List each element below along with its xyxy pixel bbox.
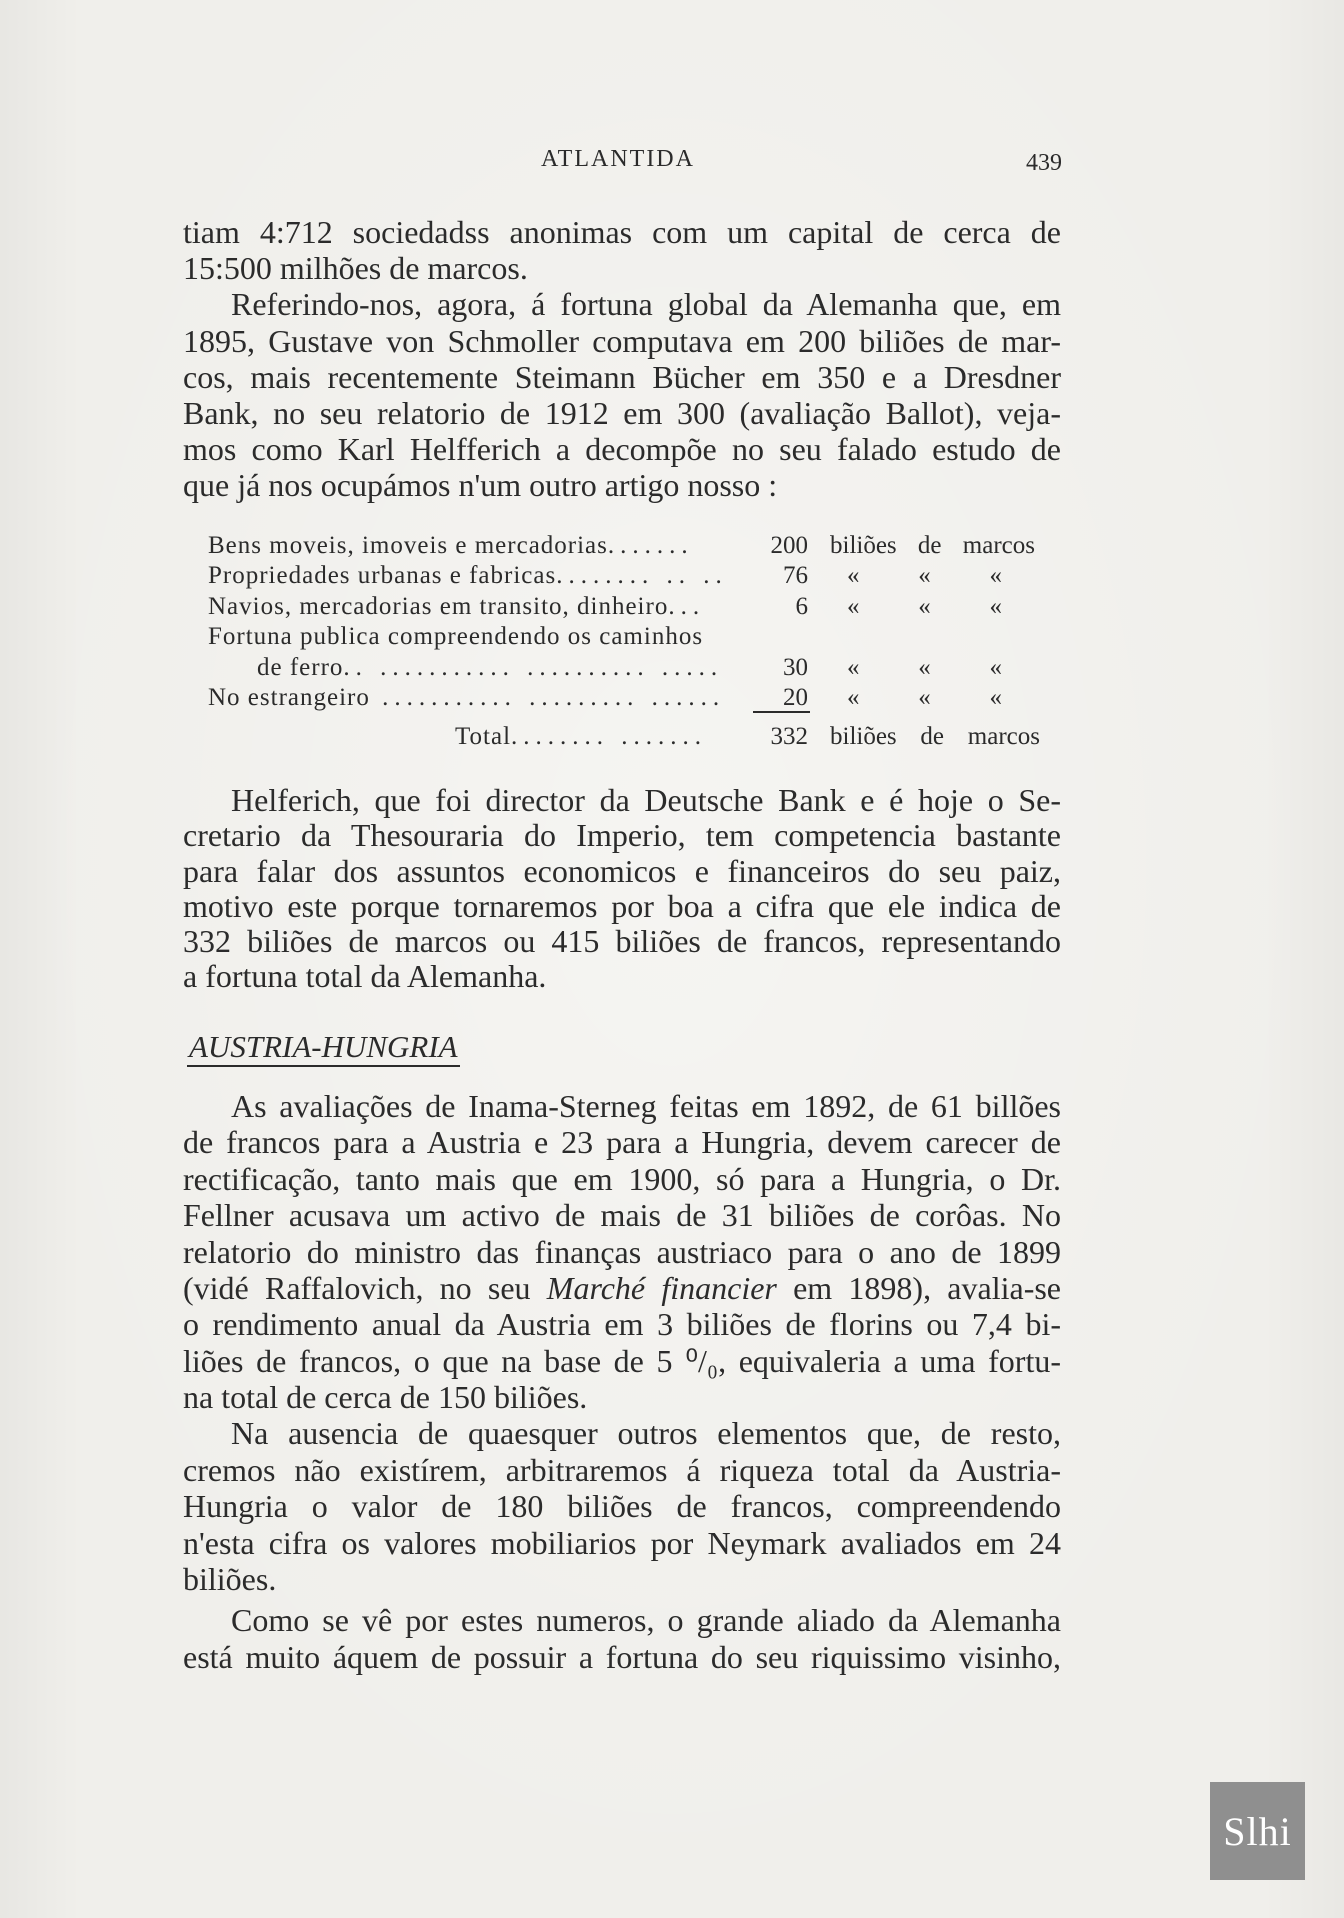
- text-line: que já nos ocupámos n'um outro artigo nosso :: [183, 467, 778, 504]
- row-label: [208, 561, 748, 591]
- paragraph: [183, 1088, 1061, 1416]
- ditto-marks: « « «: [847, 653, 1002, 681]
- row-value: 20: [783, 684, 808, 711]
- table-row: [0, 622, 1344, 652]
- row-label-text: Navios, mercadorias em transito, dinheiro: [208, 592, 669, 620]
- row-label: [208, 622, 748, 652]
- row-label-text: de ferro: [257, 653, 344, 681]
- row-label-text: Fortuna publica compreendendo os caminhos: [208, 623, 704, 651]
- row-unit: biliões de marcos: [830, 532, 1035, 559]
- paragraph: [183, 214, 1061, 286]
- section-heading: AUSTRIA-HUNGRIA: [187, 1029, 460, 1067]
- text-line: Como se vê por estes numeros, o grande aliado da Alemanha: [231, 1602, 1061, 1638]
- sum-rule: [753, 711, 810, 713]
- text-line: rectificação, tanto mais que em 1900, só para a Hungria, o Dr.: [183, 1160, 1061, 1197]
- leader-dots: .. ........... .......... .....: [343, 653, 724, 681]
- row-label: [208, 592, 748, 622]
- text-line: tiam 4:712 sociedadss anonimas com um capital de cerca de: [183, 214, 1061, 250]
- text-line: liões de francos, o que na base de 5 ⁰/₀, equivaleria a uma fortu-: [183, 1342, 1061, 1379]
- logo-text: Slhi: [1223, 1808, 1292, 1854]
- row-value: 6: [795, 592, 808, 620]
- text-line: o rendimento anual da Austria em 3 biliões de florins ou 7,4 bi-: [183, 1306, 1061, 1343]
- row-value: 76: [783, 562, 808, 590]
- row-label-text: Propriedades urbanas e fabricas: [208, 562, 557, 590]
- page-number: 439: [1026, 150, 1062, 176]
- text-line: Referindo-nos, agora, á fortuna global da Alemanha que, em: [231, 286, 1061, 323]
- wealth-table: [0, 531, 1344, 753]
- row-label-text: No estrangeiro: [208, 684, 370, 711]
- table-row: [0, 653, 1344, 683]
- ditto-marks: « « «: [847, 562, 1002, 590]
- text-line: biliões.: [183, 1561, 277, 1598]
- watermark-logo: [1210, 1782, 1305, 1880]
- total-unit: biliões de marcos: [830, 723, 1040, 750]
- table-total-row: [0, 722, 1344, 752]
- paragraph: [183, 1602, 1061, 1676]
- text-line: de francos para a Austria e 23 para a Hungria, devem carecer de: [183, 1124, 1061, 1161]
- table-row: [0, 592, 1344, 622]
- leader-dots: .......: [607, 532, 694, 559]
- paragraph: [183, 783, 1061, 995]
- ditto-marks: « « «: [847, 684, 1002, 711]
- text-line: [183, 1270, 1061, 1306]
- text-line: 1895, Gustave von Schmoller computava em 200 biliões de mar-: [183, 322, 1061, 359]
- paragraph: [183, 1415, 1061, 1598]
- text-line: na total de cerca de 150 biliões.: [183, 1379, 588, 1416]
- text-line: a fortuna total da Alemanha.: [183, 959, 547, 995]
- text-line: Helferich, que foi director da Deutsche Bank e é hoje o Se-: [231, 783, 1061, 818]
- text-line: cretario da Thesouraria do Imperio, tem competencia bastante: [183, 818, 1061, 854]
- leader-dots: ........... ......... ......: [369, 684, 726, 711]
- row-value: 200: [770, 532, 808, 559]
- row-value: 30: [783, 653, 808, 681]
- text-line: As avaliações de Inama-Sterneg feitas em 1892, de 61 billões: [231, 1088, 1061, 1124]
- total-label: [455, 722, 745, 752]
- text-line: Na ausencia de quaesquer outros elementos que, de resto,: [231, 1415, 1061, 1451]
- text-run: em 1898), avalia-se: [776, 1269, 1061, 1306]
- table-row: [0, 683, 1344, 713]
- row-label-text: Bens moveis, imoveis e mercadorias: [208, 532, 608, 559]
- text-line: Bank, no seu relatorio de 1912 em 300 (avaliação Ballot), veja-: [183, 394, 1061, 431]
- text-line: 15:500 milhões de marcos.: [183, 250, 528, 287]
- row-label: [257, 653, 748, 683]
- text-line: Hungria o valor de 180 biliões de francos, compreendendo: [183, 1488, 1061, 1525]
- leader-dots: ........ .......: [511, 723, 708, 750]
- italic-title: Marché financier: [546, 1269, 777, 1306]
- row-label-text: Total: [455, 723, 512, 750]
- paragraph: [183, 286, 1061, 503]
- running-head: ATLANTIDA: [541, 146, 695, 172]
- text-line: mos como Karl Helfferich a decompõe no seu falado estudo de: [183, 431, 1061, 468]
- text-line: 332 biliões de marcos ou 415 biliões de francos, representando: [183, 924, 1061, 960]
- ditto-marks: « « «: [847, 592, 1002, 620]
- text-line: está muito áquem de possuir a fortuna do seu riquissimo visinho,: [183, 1639, 1061, 1675]
- table-row: [0, 531, 1344, 561]
- row-label: [208, 683, 748, 713]
- leader-dots: ...: [668, 592, 706, 620]
- table-row: [0, 561, 1344, 591]
- text-line: cremos não existírem, arbitraremos á riqueza total da Austria-: [183, 1451, 1061, 1488]
- text-line: para falar dos assuntos economicos e financeiros do seu paiz,: [183, 853, 1061, 889]
- total-value: 332: [770, 723, 808, 750]
- text-line: n'esta cifra os valores mobiliarios por Neymark avaliados em 24: [183, 1524, 1061, 1561]
- text-run: (vidé Raffalovich, no seu: [183, 1269, 547, 1306]
- row-label: [208, 531, 748, 561]
- text-line: relatorio do ministro das finanças austriaco para o ano de 1899: [183, 1233, 1061, 1270]
- text-line: motivo este porque tornaremos por boa a cifra que ele indica de: [183, 888, 1061, 924]
- text-line: cos, mais recentemente Steimann Bücher em 350 e a Dresdner: [183, 358, 1061, 395]
- text-line: Fellner acusava um activo de mais de 31 biliões de corôas. No: [183, 1197, 1061, 1234]
- leader-dots: ........ .. ..: [556, 562, 728, 590]
